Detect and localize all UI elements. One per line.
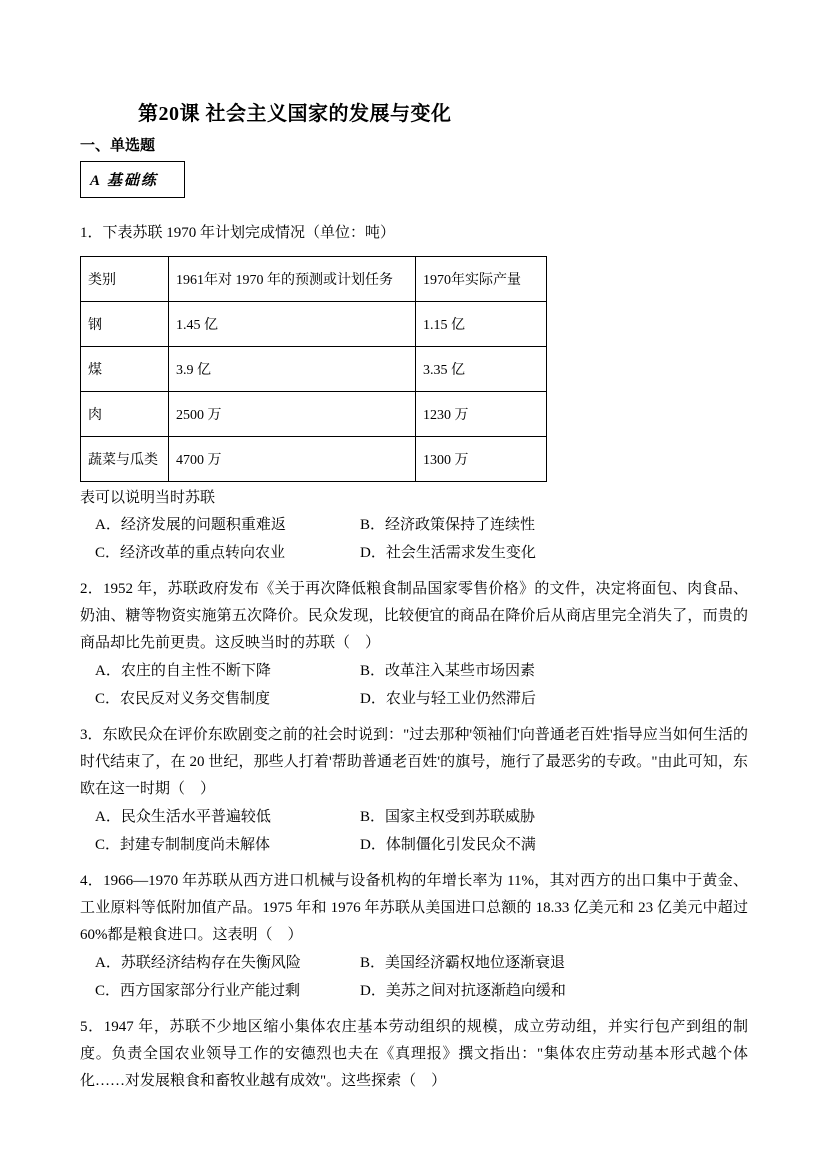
table-row <box>81 347 547 392</box>
table-cell: 2500 万 <box>169 392 416 437</box>
option-row <box>80 803 748 831</box>
question-3 <box>80 722 748 859</box>
table-row <box>81 302 547 347</box>
question-1-table <box>80 256 547 482</box>
table-cell: 4700 万 <box>169 437 416 482</box>
question-4-stem: 4．1966—1970 年苏联从西方进口机械与设备机构的年增长率为 11%，其对西方的出口集中于黄金、工业原料等低附加值产品。1975 年和 1976 年苏联从美国进口总额的 18.33 亿美元和 23 亿美元中超过 60%都是粮食进口。这表明（ ） <box>80 873 748 943</box>
question-4 <box>80 868 748 1005</box>
question-5 <box>80 1014 748 1095</box>
table-cell: 1.45 亿 <box>169 302 416 347</box>
option-row <box>80 657 748 685</box>
table-cell: 3.35 亿 <box>416 347 547 392</box>
section-heading: 一、单选题 <box>80 138 156 154</box>
practice-level-badge-label: A 基础练 <box>90 173 158 189</box>
table-row <box>81 437 547 482</box>
question-3-stem: 3．东欧民众在评价东欧剧变之前的社会时说到："过去那种'领袖们'向普通老百姓'指导应当如何生活的时代结束了，在 20 世纪，那些人打着'帮助普通老百姓'的旗号，施行了最恶劣的专政。"由此可知，东欧在这一时期（ ） <box>80 727 748 797</box>
option-b: B．经济政策保持了连续性 <box>360 517 536 533</box>
option-c: C．封建专制制度尚未解体 <box>95 837 271 853</box>
option-a: A．民众生活水平普遍较低 <box>95 809 271 825</box>
table-header-cell: 1970年实际产量 <box>416 257 547 302</box>
question-5-stem: 5．1947 年，苏联不少地区缩小集体农庄基本劳动组织的规模，成立劳动组，并实行包产到组的制度。负责全国农业领导工作的安德烈也夫在《真理报》撰文指出："集体农庄劳动基本形式越个体化……对发展粮食和畜牧业越有成效"。这些探索（ ） <box>80 1019 748 1089</box>
table-cell: 钢 <box>81 302 169 347</box>
question-1-note: 表可以说明当时苏联 <box>80 490 216 506</box>
question-1 <box>80 220 748 567</box>
table-header-cell: 1961年对 1970 年的预测或计划任务 <box>169 257 416 302</box>
table-row <box>81 392 547 437</box>
option-row <box>80 539 748 567</box>
option-b: B．改革注入某些市场因素 <box>360 663 536 679</box>
option-d: D．社会生活需求发生变化 <box>360 545 536 561</box>
option-d: D．农业与轻工业仍然滞后 <box>360 691 536 707</box>
option-a: A．经济发展的问题积重难返 <box>95 517 286 533</box>
option-d: D．体制僵化引发民众不满 <box>360 837 536 853</box>
practice-level-badge <box>80 161 185 198</box>
question-1-stem: 1．下表苏联 1970 年计划完成情况（单位：吨） <box>80 225 396 241</box>
question-2 <box>80 576 748 713</box>
question-3-options <box>80 803 748 859</box>
table-cell: 3.9 亿 <box>169 347 416 392</box>
option-row <box>80 511 748 539</box>
option-c: C．西方国家部分行业产能过剩 <box>95 983 301 999</box>
option-c: C．农民反对义务交售制度 <box>95 691 271 707</box>
option-row <box>80 977 748 1005</box>
page-title: 第20课 社会主义国家的发展与变化 <box>138 103 452 125</box>
table-cell: 蔬菜与瓜类 <box>81 437 169 482</box>
table-cell: 1.15 亿 <box>416 302 547 347</box>
option-b: B．国家主权受到苏联威胁 <box>360 809 536 825</box>
table-cell: 煤 <box>81 347 169 392</box>
option-a: A．农庄的自主性不断下降 <box>95 663 271 679</box>
question-2-options <box>80 657 748 713</box>
table-cell: 1300 万 <box>416 437 547 482</box>
option-c: C．经济改革的重点转向农业 <box>95 545 286 561</box>
question-4-options <box>80 949 748 1005</box>
question-2-stem: 2．1952 年，苏联政府发布《关于再次降低粮食制品国家零售价格》的文件，决定将面包、肉食品、奶油、糖等物资实施第五次降价。民众发现，比较便宜的商品在降价后从商店里完全消失了，而贵的商品却比先前更贵。这反映当时的苏联（ ） <box>80 581 748 651</box>
option-row <box>80 831 748 859</box>
option-row <box>80 685 748 713</box>
option-row <box>80 949 748 977</box>
table-cell: 肉 <box>81 392 169 437</box>
table-header-row <box>81 257 547 302</box>
option-d: D．美苏之间对抗逐渐趋向缓和 <box>360 983 566 999</box>
table-header-cell: 类别 <box>81 257 169 302</box>
option-a: A．苏联经济结构存在失衡风险 <box>95 955 301 971</box>
table-cell: 1230 万 <box>416 392 547 437</box>
question-1-options <box>80 511 748 567</box>
option-b: B．美国经济霸权地位逐渐衰退 <box>360 955 566 971</box>
